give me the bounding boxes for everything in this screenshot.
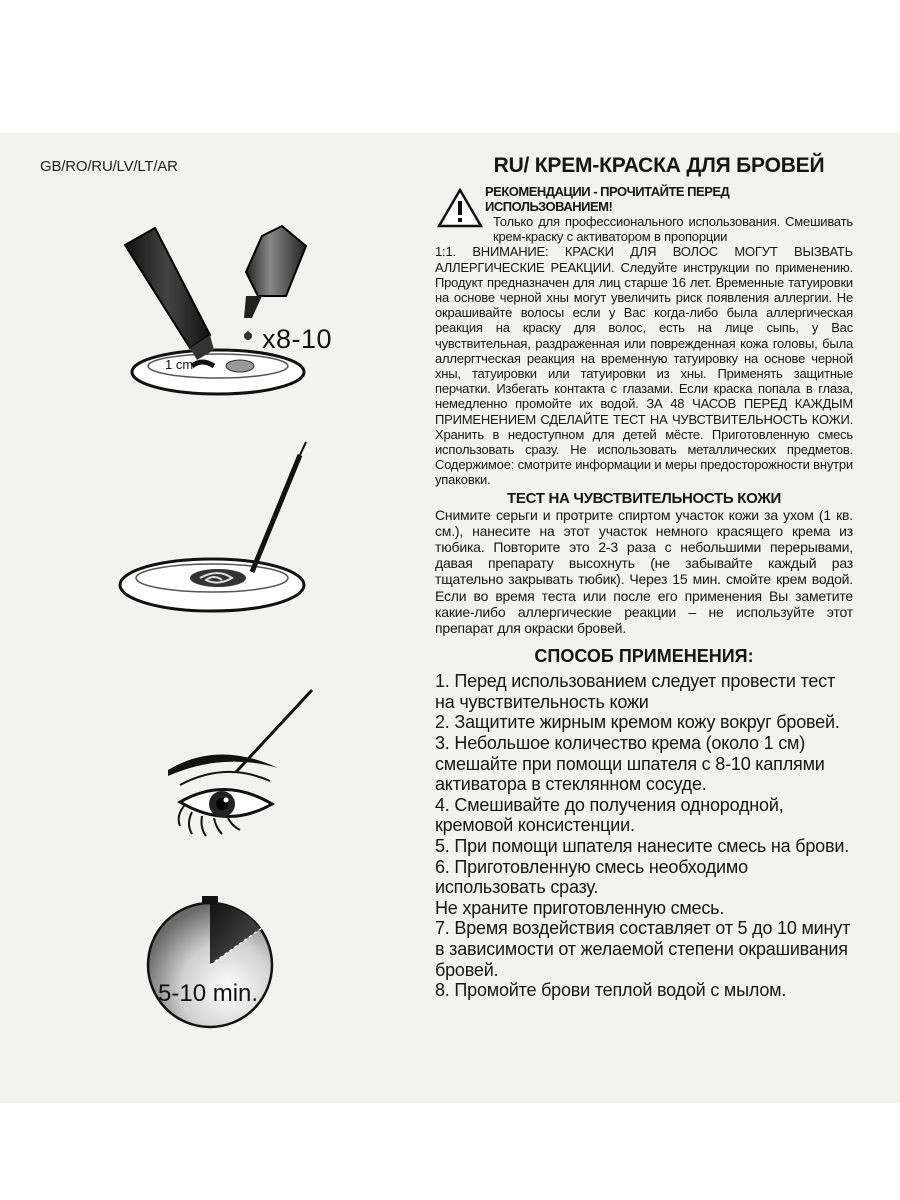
time-label: 5-10 min. bbox=[158, 980, 259, 1007]
step-item: 5. При помощи шпателя нанесите смесь на брови. bbox=[435, 836, 850, 857]
warning-text: 1:1. ВНИМАНИЕ: КРАСКИ ДЛЯ ВОЛОС МОГУТ ВЫЗВАТЬ АЛЛЕРГИЧЕСКИЕ РЕАКЦИИ. Следуйте инструкции по применению. Продукт предназначен для лиц старше 16 лет. Временные татуировки на основе черной хны могут увеличить риск появления аллергии. Не окрашивайте волосы если у Вас когда-либо была аллергическая реакция на краску для волос, есть на лице сыпь, у Вас чувствительная, раздраженная или поврежденная кожа головы, была аллергтческая реакция на временную татуировку на основе черной хны, татуировки или татуировки из хны. Применять защитные перчатки. Избегать контакта с глазами. Если краска попала в глаза, немедленно промойте их водой. ЗА 48 ЧАСОВ ПЕРЕД КАЖДЫМ ПРИМЕНЕНИЕМ СДЕЛАЙТЕ ТЕСТ НА ЧУВСТВИТЕЛЬНОСТЬ КОЖИ. Хранить в недоступном для детей мёсте. Приготовленную смесь использовать сразу. Не использовать металлических предметов. Содержимое: смотрите информации и меры предосторожности внутри упаковки. bbox=[435, 244, 853, 488]
step-item: 1. Перед использованием следует провести тест на чувствительность кожи bbox=[435, 671, 836, 712]
spatula-dish-illustration bbox=[120, 442, 306, 611]
method-heading: СПОСОБ ПРИМЕНЕНИЯ: bbox=[534, 646, 754, 667]
warning-heading: РЕКОМЕНДАЦИИ - ПРОЧИТАЙТЕ ПЕРЕД ИСПОЛЬЗОВАНИЕМ! bbox=[485, 184, 730, 214]
document-title: RU/ КРЕМ-КРАСКА ДЛЯ БРОВЕЙ bbox=[493, 154, 825, 177]
instructions-column bbox=[435, 150, 853, 1001]
cream-tube-icon bbox=[125, 228, 214, 360]
mixing-dish-illustration bbox=[132, 350, 304, 394]
language-codes: GB/RO/RU/LV/LT/AR bbox=[40, 158, 178, 175]
skin-test-text: Снимите серьги и протрите спиртом участок кожи за ухом (1 кв. см.), нанесите на этот участок немного красящего крема из тюбика. Повторите это 2-3 раза с небольшими перерывами, давая препарату высохнуть (не забывайте каждый раз тщательно закрывать тюбик). Через 15 мин. смойте крем водой. Если во время теста или после его применения Вы заметите какие-либо аллергические реакции – не используйте этот препарат для окраски бровей. bbox=[435, 506, 853, 637]
warning-block bbox=[435, 184, 853, 244]
activator-bottle-icon bbox=[244, 226, 306, 340]
step-item: 4. Смешивайте до получения однородной, кремовой консистенции. bbox=[435, 794, 784, 836]
warning-intro: Только для профессионального использования. Смешивать крем-краску с активатором в пропорции bbox=[493, 214, 853, 245]
steps-list bbox=[435, 671, 853, 1001]
step-item: 7. Время воздействия составляет от 5 до 10 минут в зависимости от желаемой степени окрашивания бровей. bbox=[435, 918, 851, 980]
eyebrow-application-illustration bbox=[168, 690, 312, 836]
step-item: 8. Промойте брови теплой водой с мылом. bbox=[435, 980, 787, 1001]
step-item: Не храните приготовленную смесь. bbox=[435, 897, 725, 918]
step-item: 2. Защитите жирным кремом кожу вокруг бровей. bbox=[435, 712, 840, 733]
step-item: 6. Приготовленную смесь необходимо использовать сразу. bbox=[435, 856, 748, 898]
drops-count-label: x8-10 bbox=[262, 324, 333, 354]
cream-amount-label: 1 cm bbox=[165, 357, 194, 372]
step-item: 3. Небольшое количество крема (около 1 см) смешайте при помощи шпателя с 8-10 каплями активатора в стеклянном сосуде. bbox=[435, 733, 825, 795]
skin-test-heading: ТЕСТ НА ЧУВСТВИТЕЛЬНОСТЬ КОЖИ bbox=[507, 489, 781, 507]
illustrations-panel bbox=[0, 0, 420, 1100]
warning-triangle-icon bbox=[437, 188, 483, 228]
